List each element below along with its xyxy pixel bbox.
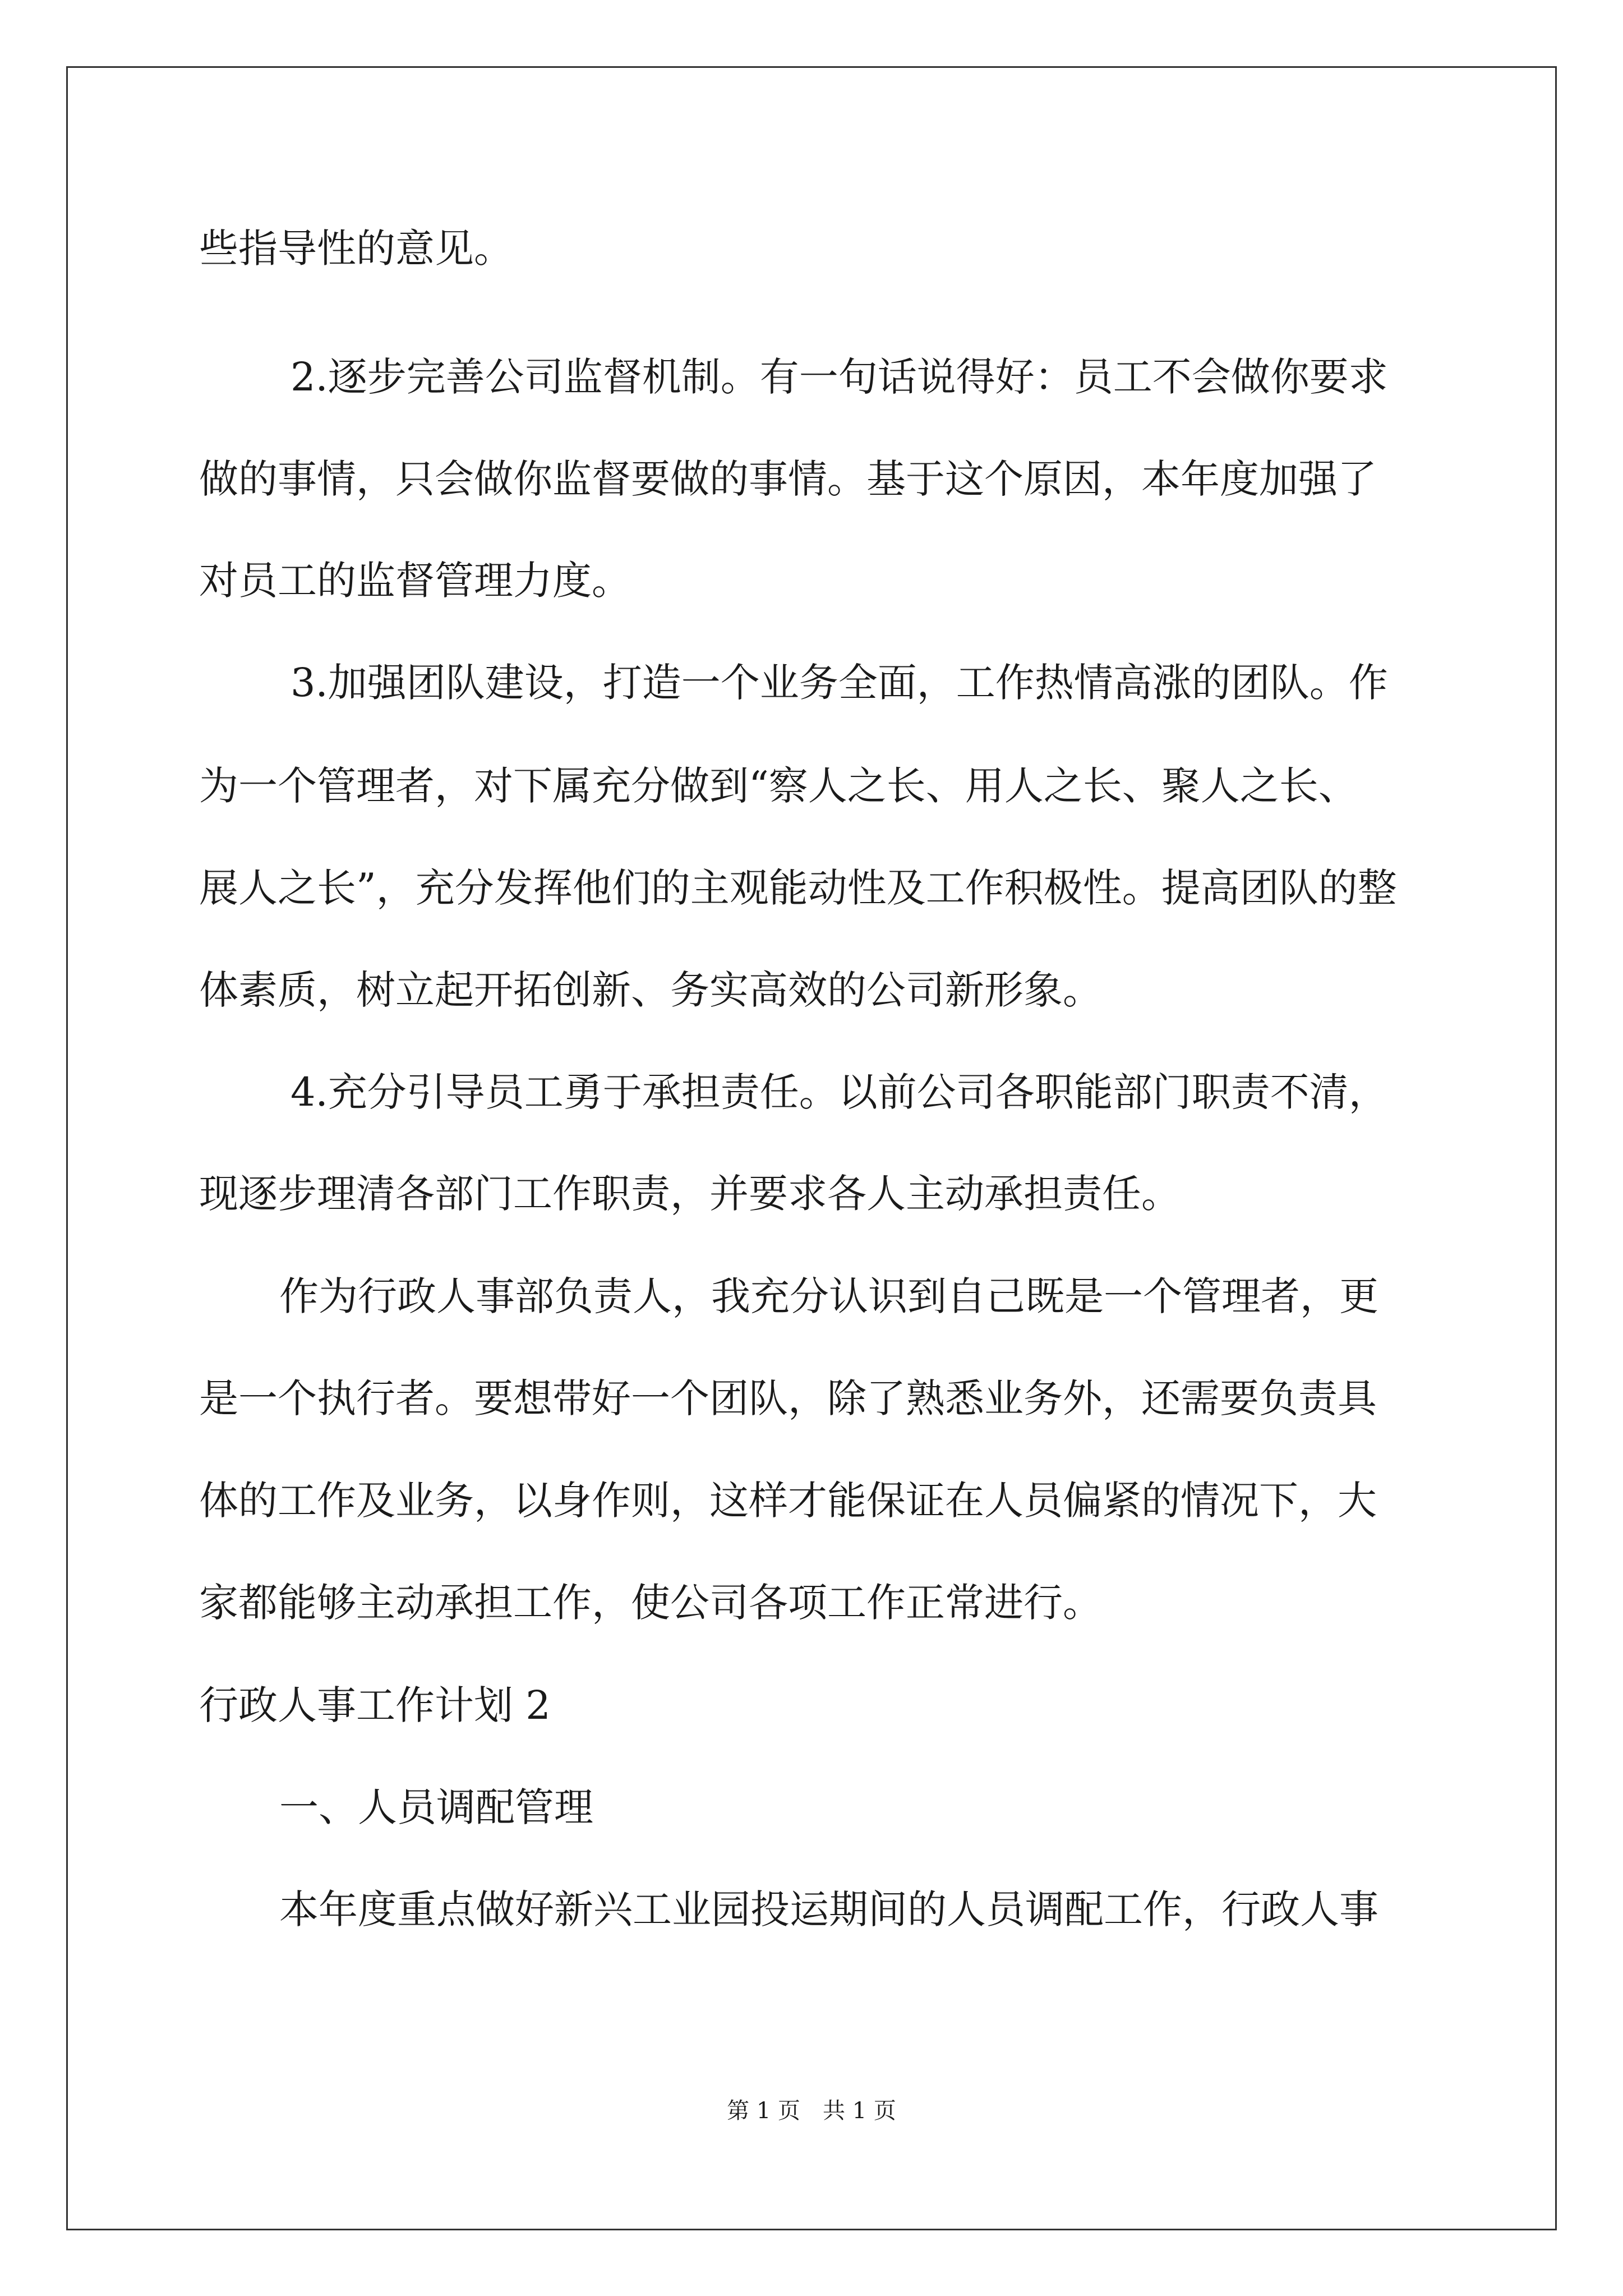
- text-line: 4.充分引导员工勇于承担责任。以前公司各职能部门职责不清，: [291, 1069, 1388, 1115]
- page-footer: [0, 2094, 1623, 2128]
- page-total: 共 1 页: [823, 2098, 896, 2124]
- text-line: 本年度重点做好新兴工业园投运期间的人员调配工作，行政人事: [279, 1887, 1378, 1932]
- text-line: 对员工的监督管理力度。: [199, 558, 631, 604]
- subsection-heading: 一、人员调配管理: [279, 1784, 593, 1830]
- text-line: 体素质，树立起开拓创新、务实高效的公司新形象。: [199, 967, 1102, 1013]
- page-number: 第 1 页: [727, 2098, 800, 2124]
- text-line: 做的事情，只会做你监督要做的事情。基于这个原因，本年度加强了: [199, 456, 1377, 502]
- text-line: 是一个执行者。要想带好一个团队，除了熟悉业务外，还需要负责具: [199, 1375, 1377, 1421]
- text-line: 些指导性的意见。: [199, 226, 513, 272]
- text-line: 现逐步理清各部门工作职责，并要求各人主动承担责任。: [199, 1171, 1181, 1217]
- text-line: 3.加强团队建设，打造一个业务全面，工作热情高涨的团队。作: [291, 660, 1388, 706]
- text-line: 作为行政人事部负责人，我充分认识到自己既是一个管理者，更: [279, 1273, 1378, 1319]
- text-line: 展人之长”，充分发挥他们的主观能动性及工作积极性。提高团队的整: [199, 865, 1397, 911]
- text-line: 为一个管理者，对下属充分做到“察人之长、用人之长、聚人之长、: [199, 763, 1358, 809]
- text-line: 体的工作及业务，以身作则，这样才能保证在人员偏紧的情况下，大: [199, 1478, 1377, 1524]
- section-heading: 行政人事工作计划 2: [199, 1682, 551, 1728]
- text-line: 2.逐步完善公司监督机制。有一句话说得好：员工不会做你要求: [291, 354, 1388, 400]
- text-line: 家都能够主动承担工作，使公司各项工作正常进行。: [199, 1580, 1102, 1626]
